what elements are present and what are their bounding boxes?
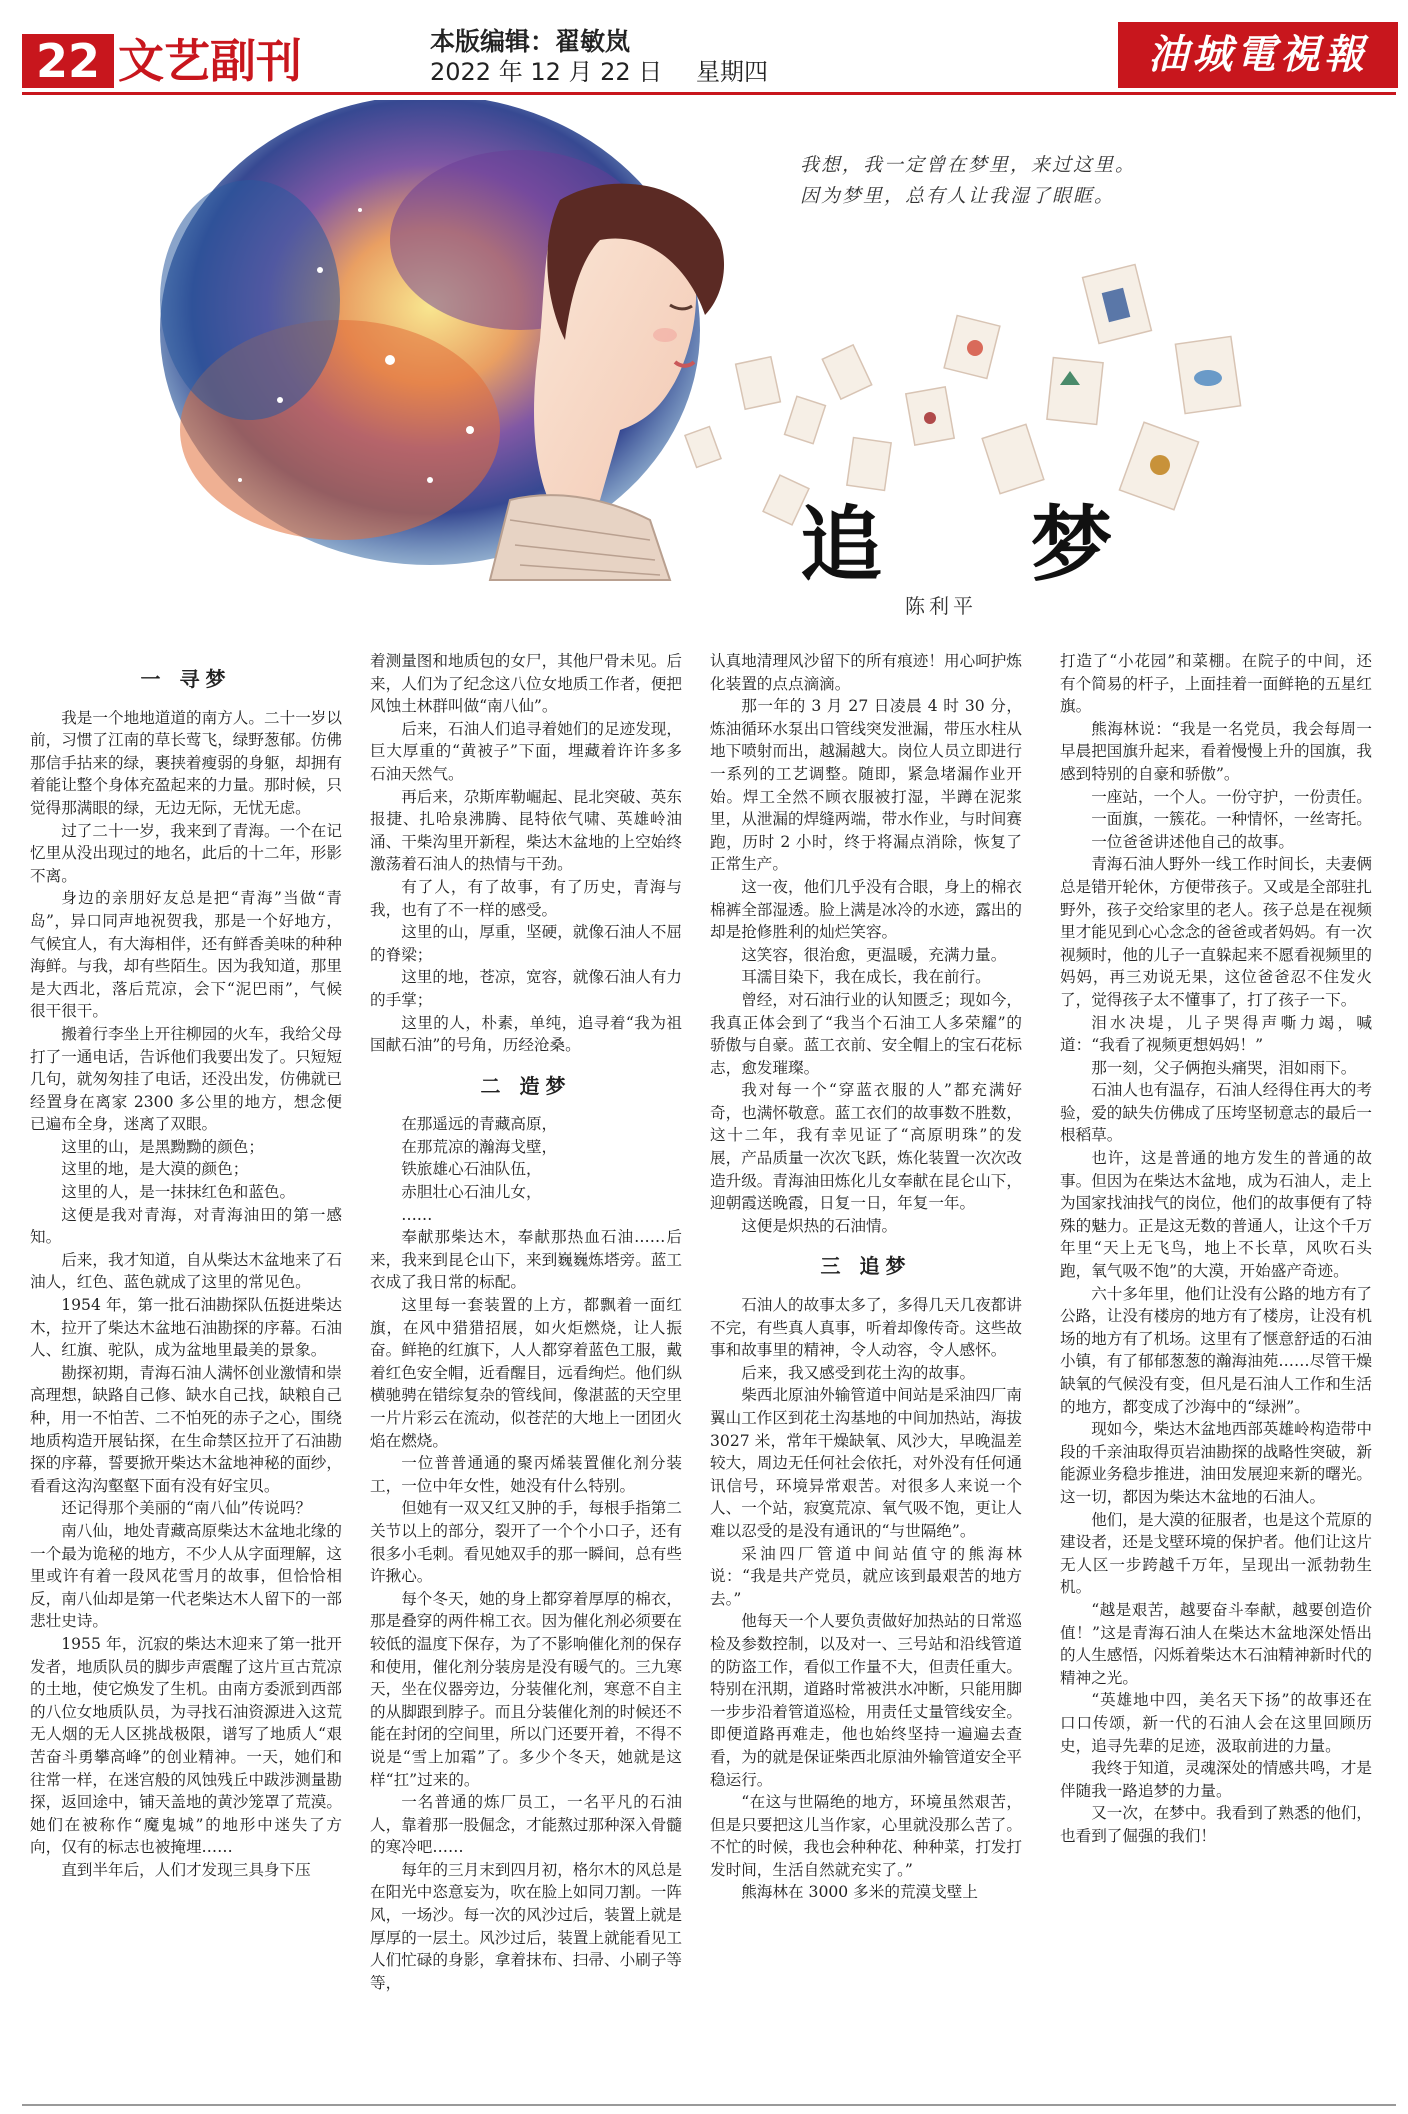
paragraph: “在这与世隔绝的地方，环境虽然艰苦，但是只要把这儿当作家，心里就没那么苦了。不忙的时候，我也会种种花、种种菜，打发打发时间，生活自然就充实了。” [710,1793,1022,1879]
paragraph: 但她有一双又红又肿的手，每根手指第二关节以上的部分，裂开了一个个小口子，还有很多小毛刺。看见她双手的那一瞬间，总有些许揪心。 [370,1499,682,1586]
paragraph: 1955 年，沉寂的柴达木迎来了第一批开发者，地质队员的脚步声震醒了这片亘古荒凉的土地，使它焕发了生机。由南方委派到西部的八位女地质队员，为寻找石油资源进入这荒无人烟的无人区挑战极限，谱写了地质人“艰苦奋斗勇攀高峰”的创业精神。一天，她们和往常一样，在迷宫般的风蚀残丘中跋涉测量勘探，返回途中，铺天盖地的黄沙笼罩了荒漠。她们在被称作“魔鬼城”的地形中迷失了方向，仅有的标志也被掩埋…… [30,1634,342,1857]
article-title: 追 梦 [800,498,1173,593]
paragraph: 也许，这是普通的地方发生的普通的故事。但因为在柴达木盆地，成为石油人，走上为国家找油找气的岗位，他们的故事便有了特殊的魅力。正是这无数的普通人，让这个千万年里“天上无飞鸟，地上不长草，风吹石头跑，氧气吸不饱”的大漠，开始盛产奇迹。 [1060,1149,1372,1281]
paragraph: 这一夜，他们几乎没有合眼，身上的棉衣棉裤全部湿透。脸上满是冰冷的水迹，露出的却是抢修胜利的灿烂笑容。 [710,877,1022,942]
paragraph: 那一刻，父子俩抱头痛哭，泪如雨下。 [1091,1058,1357,1077]
paragraph: 柴西北原油外输管道中间站是采油四厂南翼山工作区到花土沟基地的中间加热站，海拔 3027 米，常年干燥缺氧、风沙大，早晚温差较大，周边无任何社会依托，对外没有任何通讯信号，环境异常艰苦。对很多人来说一个人、一个站，寂寞荒凉、氧气吸不饱，更让人难以忍受的是没有通讯的“与世隔绝”。 [710,1386,1022,1540]
paragraph: 熊海林在 3000 多米的荒漠戈壁上 [741,1883,978,1902]
paragraph: 打造了“小花园”和菜棚。在院子的中间，还有个简易的杆子，上面挂着一面鲜艳的五星红旗。 [1060,652,1372,716]
paragraph: 再后来，尕斯库勒崛起、昆北突破、英东报捷、扎哈泉沸腾、昆特依气啸、英雄岭油涌、干柴沟里开新程，柴达木盆地的上空始终激荡着石油人的热情与干劲。 [370,787,682,874]
section-heading-3: 三 追梦 [820,1254,912,1279]
paragraph: 有了人，有了故事，有了历史，青海与我，也有了不一样的感受。 [370,877,682,919]
paragraph: 这里每一套装置的上方，都飘着一面红旗，在风中猎猎招展，如火炬燃烧，让人振奋。鲜艳的红旗下，人人都穿着蓝色工服，戴着红色安全帽，近看醒目，远看绚烂。他们纵横驰骋在错综复杂的管线间，像湛蓝的天空里一片片彩云在流动，似苍茫的大地上一团团火焰在燃烧。 [370,1296,682,1450]
paragraph: 这里的山，是黑黝黝的颜色； [61,1137,264,1156]
paragraph: 石油人也有温存，石油人经得住再大的考验，爱的缺失仿佛成了压垮坚韧意志的最后一根稻草。 [1060,1081,1372,1145]
paragraph: 每年的三月末到四月初，格尔木的风总是在阳光中恣意妄为，吹在脸上如同刀割。一阵风，一场沙。每一次的风沙过后，装置上就是厚厚的一层土。风沙过后，装置上就能看见工人们忙碌的身影，拿着抹布、扫帚、小刷子等等， [370,1860,682,1992]
article-body [30,650,1380,2105]
epigraph-line-2: 因为梦里，总有人让我湿了眼眶。 [800,185,1116,207]
paragraph: 耳濡目染下，我在成长，我在前行。 [741,968,991,987]
editor-line: 本版编辑：翟敏岚 [430,27,631,56]
paragraph: 一位普普通通的聚丙烯装置催化剂分装工，一位中年女性，她没有什么特别。 [370,1454,682,1495]
paragraph: 熊海林说：“我是一名党员，我会每周一早晨把国旗升起来，看着慢慢上升的国旗，我感到特别的自豪和骄傲”。 [1060,719,1372,783]
verse-line: 铁旅雄心石油队伍， [401,1160,542,1179]
paragraph: 南八仙，地处青藏高原柴达木盆地北缘的一个最为诡秘的地方，不少人从字面理解，这里或许有着一段风花雪月的故事，但恰恰相反，南八仙却是第一代老柴达木人留下的一部悲壮史诗。 [30,1521,342,1631]
column-3 [710,650,1022,2105]
masthead-divider [22,92,1396,95]
verse-line: 在那荒凉的瀚海戈壁， [401,1137,558,1156]
paragraph: 曾经，对石油行业的认知匮乏；现如今，我真正体会到了“我当个石油工人多荣耀”的骄傲与自豪。蓝工衣前、安全帽上的宝石花标志，愈发璀璨。 [710,990,1022,1077]
dateline [430,52,794,87]
paragraph: 我对每一个“穿蓝衣服的人”都充满好奇，也满怀敬意。蓝工衣们的故事数不胜数，这十二年，我有幸见证了“高原明珠”的发展，产品质量一次次飞跃，炼化装置一次次改造升级。青海油田炼化儿女奉献在昆仑山下，迎朝霞送晚霞，日复一日，年复一年。 [710,1081,1022,1213]
section-heading-1: 一 寻梦 [140,667,232,691]
paragraph: 过了二十一岁，我来到了青海。一个在记忆里从没出现过的地名，此后的十二年，形影不离。 [30,821,342,885]
paragraph: 他每天一个人要负责做好加热站的日常巡检及参数控制，以及对一、三号站和沿线管道的防盗工作，看似工作量不大，但责任重大。特别在汛期，道路时常被洪水冲断，只能用脚一步步沿着管道巡检，用责任丈量管线安全。即便道路再难走，他也始终坚持一遍遍去查看，为的就是保证柴西北原油外输管道安全平稳运行。 [710,1612,1022,1789]
verse-line: 在那遥远的青藏高原， [401,1115,558,1134]
paragraph: “越是艰苦，越要奋斗奉献，越要创造价值！”这是青海石油人在柴达木盆地深处悟出的人生感悟，闪烁着柴达木石油精神新时代的精神之光。 [1060,1600,1372,1687]
paragraph: 石油人的故事太多了，多得几天几夜都讲不完，有些真人真事，听着却像传奇。这些故事和故事里的精神，令人动容，令人感怀。 [710,1296,1022,1360]
paragraph: 后来，石油人们追寻着她们的足迹发现，巨大厚重的“黄被子”下面，埋藏着许许多多石油天然气。 [370,719,682,783]
paragraph: 这笑容，很治愈，更温暖，充满力量。 [741,945,1007,964]
paragraph: “英雄地中四，美名天下扬”的故事还在口口传颂，新一代的石油人会在这里回顾历史，追寻先辈的足迹，汲取前进的力量。 [1060,1691,1372,1755]
column-2 [370,650,682,2105]
paragraph: 这里的人，是一抹抹红色和蓝色。 [61,1183,296,1202]
masthead [0,0,1408,100]
verse-line: …… [401,1205,433,1224]
paragraph: 泪水决堤，儿子哭得声嘶力竭，喊道：“我看了视频更想妈妈！” [1060,1013,1372,1055]
paragraph: 这便是我对青海，对青海油田的第一感知。 [30,1205,342,1247]
epigraph [800,150,1136,212]
paragraph: 那一年的 3 月 27 日凌晨 4 时 30 分，炼油循环水泵出口管线突发泄漏，带压水柱从地下喷射而出，越漏越大。岗位人员立即进行一系列的工艺调整。随即，紧急堵漏作业开始。焊工全然不顾衣服被打湿，半蹲在泥浆里，从泄漏的焊缝两端，带水作业，与时间赛跑，历时 2 小时，终于将漏点消除，恢复了正常生产。 [710,697,1022,874]
paragraph: 这便是炽热的石油情。 [741,1216,898,1235]
section-name: 文艺副刊 [118,34,302,88]
paragraph: 搬着行李坐上开往柳园的火车，我给父母打了一通电话，告诉他们我要出发了。只短短几句，就匆匆挂了电话，还没出发，仿佛就已经置身在离家 2300 多公里的地方，想念便已遍布全身，迷离了双眼。 [30,1024,342,1134]
paragraph: 我是一个地地道道的南方人。二十一岁以前，习惯了江南的草长莺飞，绿野葱郁。仿佛那信手拈来的绿，裹挟着瘦弱的身躯，却拥有着能让整个身体充盈起来的力量。那时候，只觉得那满眼的绿，无边无际，无忧无虑。 [30,708,342,817]
section-heading-2: 二 造梦 [480,1073,572,1098]
paragraph: 后来，我又感受到花土沟的故事。 [741,1363,976,1382]
paragraph: 一座站，一个人。一份守护，一份责任。 [1091,787,1372,806]
paragraph: 每个冬天，她的身上都穿着厚厚的棉衣，那是叠穿的两件棉工衣。因为催化剂必须要在较低的温度下保存，为了不影响催化剂的保存和使用，催化剂分装房是没有暖气的。三九寒天，坐在仪器旁边，分装催化剂，寒意不自主的从脚跟到脖子。而且分装催化剂的时候还不能在封闭的空间里，所以门还要开着，不得不说是“雪上加霜”了。多少个冬天，她就是这样“扛”过来的。 [370,1589,682,1789]
issue-weekday: 星期四 [695,58,768,86]
column-1 [30,650,342,2105]
verse-line: 赤胆壮心石油儿女， [401,1183,542,1202]
paragraph: 直到半年后，人们才发现三具身下压 [61,1860,311,1879]
page-number: 22 [22,34,114,88]
paragraph: 一位爸爸讲述他自己的故事。 [1091,832,1294,851]
paragraph: 又一次，在梦中。我看到了熟悉的他们，也看到了倔强的我们！ [1060,1804,1372,1845]
paragraph: 还记得那个美丽的“南八仙”传说吗？ [61,1499,312,1518]
paragraph: 身边的亲朋好友总是把“青海”当做“青岛”，异口同声地祝贺我，那是一个好地方，气候宜人，有大海相伴，还有鲜香美味的种种海鲜。与我，却有些陌生。因为我知道，那里是大西北，落后荒凉，会下“泥巴雨”，气候很干很干。 [30,889,342,1021]
paragraph: 青海石油人野外一线工作时间长，夫妻俩总是错开轮休，方便带孩子。又或是全部驻扎野外，孩子交给家里的老人。孩子总是在视频里才能见到心心念念的爸爸或者妈妈。有一次视频时，他的儿子一直躲起来不愿看视频里的妈妈，再三劝说无果，这位爸爸忍不住发火了，觉得孩子太不懂事了，打了孩子一下。 [1060,855,1372,1009]
paragraph: 六十多年里，他们让没有公路的地方有了公路，让没有楼房的地方有了楼房，让没有机场的地方有了机场。这里有了惬意舒适的石油小镇，有了郁郁葱葱的瀚海油苑……尽管干燥缺氧的气候没有变，但凡是石油人工作和生活的地方，都变成了沙海中的“绿洲”。 [1060,1284,1372,1416]
paragraph: 我终于知道，灵魂深处的情感共鸣，才是伴随我一路追梦的力量。 [1060,1759,1372,1800]
epigraph-line-1: 我想，我一定曾在梦里，来过这里。 [800,154,1137,176]
paragraph: 这里的人，朴素，单纯，追寻着“我为祖国献石油”的号角，历经沧桑。 [370,1013,682,1055]
paragraph: 现如今，柴达木盆地西部英雄岭构造带中段的千亲油取得页岩油勘探的战略性突破，新能源业务稳步推进，油田发展迎来新的曙光。这一切，都因为柴达木盆地的石油人。 [1060,1420,1372,1506]
paragraph: 1954 年，第一批石油勘探队伍挺进柴达木，拉开了柴达木盆地石油勘探的序幕。石油人、红旗、驼队，成为盆地里最美的景象。 [30,1296,342,1360]
paragraph: 这里的地，是大漠的颜色； [61,1160,249,1179]
issue-date: 2022 年 12 月 22 日 [430,58,663,86]
paragraph: 一面旗，一簇花。一种情怀，一丝寄托。 [1091,810,1372,829]
paragraph: 采油四厂管道中间站值守的熊海林说：“我是共产党员，就应该到最艰苦的地方去。” [710,1544,1022,1608]
paragraph: 认真地清理风沙留下的所有痕迹！用心呵护炼化装置的点点滴滴。 [710,652,1022,693]
paragraph: 一名普通的炼厂员工，一名平凡的石油人，靠着那一股倔念，才能熬过那种深入骨髓的寒冷吧…… [370,1793,682,1857]
paragraph: 奉献那柴达木，奉献那热血石油……后来，我来到昆仑山下，来到巍巍炼塔旁。蓝工衣成了我日常的标配。 [370,1228,682,1292]
paragraph: 他们，是大漠的征服者，也是这个荒原的建设者，还是戈壁环境的保护者。他们让这片无人区一步跨越千万年，呈现出一派勃勃生机。 [1060,1510,1372,1597]
column-4 [1060,650,1372,2105]
paper-logo: 油城電視報 [1118,22,1398,88]
paragraph: 勘探初期，青海石油人满怀创业激情和崇高理想，缺路自己修、缺水自己找，缺粮自己种，用一不怕苦、二不怕死的赤子之心，围绕地质构造开展钻探，在生命禁区拉开了石油勘探的序幕，誓要掀开柴达木盆地神秘的面纱，看看这沟沟壑壑下面有没有好宝贝。 [30,1363,342,1495]
paragraph: 着测量图和地质包的女尸，其他尸骨未见。后来，人们为了纪念这八位女地质工作者，便把风蚀土林群叫做“南八仙”。 [370,652,682,716]
page-bottom-rule [22,2104,1396,2106]
article-author: 陈利平 [905,594,977,618]
paragraph: 后来，我才知道，自从柴达木盆地来了石油人，红色、蓝色就成了这里的常见色。 [30,1250,342,1292]
paragraph: 这里的地，苍凉，宽容，就像石油人有力的手掌； [370,968,682,1009]
paragraph: 这里的山，厚重，坚硬，就像石油人不屈的脊梁； [370,923,682,964]
